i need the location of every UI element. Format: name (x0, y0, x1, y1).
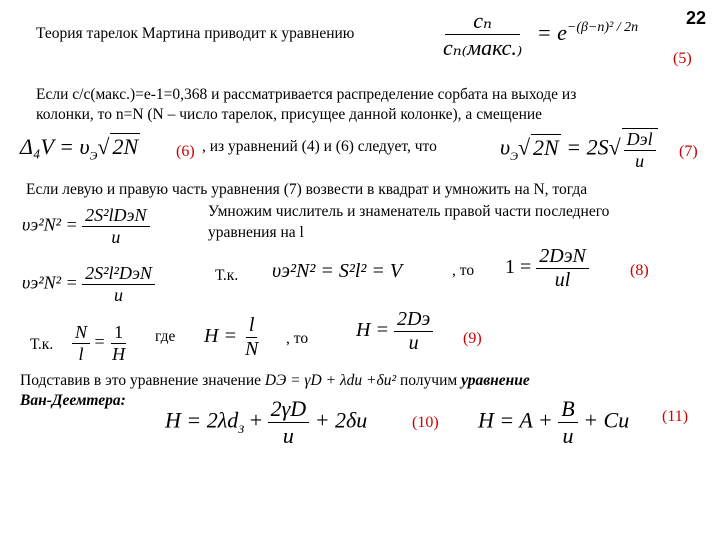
eqD-fraction-left (72, 322, 90, 365)
equation-9 (356, 308, 433, 355)
tk-text-1: Т.к. (215, 267, 239, 284)
eq7-radicand1: 2N (533, 134, 559, 160)
eqB-lhs: υэ²N² = (22, 272, 78, 293)
equation-a (22, 205, 150, 248)
eqE-fraction (242, 314, 261, 361)
eq10-numerator: 2γD (268, 396, 310, 423)
eqB-fraction (82, 263, 155, 306)
eq11-fraction (558, 396, 577, 449)
equation-8 (505, 245, 589, 292)
eqD-num1: N (72, 322, 90, 344)
eq5-exponent: −(β−n)² / 2n (566, 20, 639, 36)
eq8-denominator: ul (554, 269, 571, 291)
eq10-label: (10) (412, 414, 439, 431)
eq11-lhs: H = A + (478, 407, 553, 433)
eq7-fraction (624, 129, 656, 172)
eq7-label: (7) (679, 143, 698, 160)
equation-6: $\Delta_4V = \upsilon_Э√$ 2N (20, 134, 139, 163)
eqE-denominator: N (244, 338, 259, 360)
multiply-text-line1: Умножим числитель и знаменатель правой части последнего (208, 203, 610, 220)
eqD-den2: H (112, 344, 126, 364)
eq8-fraction (536, 245, 589, 292)
eq11-label: (11) (662, 408, 689, 425)
eqE-numerator: l (246, 314, 258, 338)
substitution-line1 (20, 372, 530, 390)
page-number: 22 (686, 8, 707, 28)
eq9-lhs: H = (356, 319, 389, 342)
eq9-denominator: u (408, 332, 419, 354)
eq6-followup-text: , из уравнений (4) и (6) следует, что (202, 138, 437, 155)
eq9-label: (9) (463, 330, 482, 347)
van-deemter-title: Ван-Деемтера: (20, 392, 126, 409)
eq11-numerator: B (558, 396, 577, 423)
eq10-sub: З (238, 421, 245, 436)
gde-text: где (155, 328, 176, 345)
equation-d (72, 322, 128, 365)
eq6-lhs: Δ₄V = υ (20, 134, 90, 159)
eq5-fraction (440, 8, 525, 61)
intro-text: Теория тарелок Мартина приводит к уравнению (36, 25, 355, 42)
eq6-sub: Э (89, 148, 98, 163)
eq5-rhs: = e (536, 19, 567, 45)
to-text-1: , то (452, 262, 475, 279)
eq11-tail: + Cu (583, 407, 630, 433)
eqD-num2: 1 (111, 322, 126, 344)
equation-10 (165, 396, 367, 449)
substitution-text-c: уравнение (461, 372, 530, 389)
eq9-numerator: 2Dэ (394, 308, 433, 332)
eqA-numerator: 2S²lDэN (82, 205, 149, 227)
eqD-equals: = (94, 331, 105, 352)
to-text-2: , то (286, 330, 309, 347)
eqA-lhs: υэ²N² = (22, 214, 78, 235)
eq8-numerator: 2DэN (536, 245, 589, 269)
eq5-numerator: cₙ (445, 8, 520, 35)
eq9-fraction (394, 308, 433, 355)
eq7-lhs: υ (500, 134, 511, 160)
eqD-fraction-right (109, 322, 128, 365)
eqB-numerator: 2S²l²DэN (82, 263, 155, 285)
eq6-label: (6) (176, 143, 195, 160)
substitution-formula: DЭ = γD + λdu +δu² (264, 372, 397, 389)
eq8-label: (8) (630, 262, 649, 279)
equation-7: $\upsilon_Э√$ 2N = 2S√ $\frac{\text{Dэl}}{u}$ (500, 128, 658, 172)
eqA-denominator: u (111, 227, 121, 247)
eq7-numerator: Dэl (624, 129, 656, 151)
equation-b (22, 263, 155, 306)
equation-5 (440, 8, 638, 61)
eq10-denominator: u (282, 423, 294, 448)
equation-c: υэ²N² = S²l² = V (272, 260, 403, 282)
eq7-mid: = 2S (566, 134, 609, 160)
eq10-lhs: H = 2λd (165, 407, 239, 433)
substitution-text-a: Подставив в это уравнение значение (20, 372, 265, 389)
eq7-sub: Э (510, 149, 518, 164)
eq6-radicand: 2N (112, 134, 139, 159)
eq10-plus: + (249, 407, 263, 433)
eq7-denominator: u (635, 151, 645, 171)
para1-line2: колонки, то n=N (N – число тарелок, присущее данной колонке), а смещение (36, 106, 543, 123)
multiply-text-line2: уравнения на l (208, 224, 304, 241)
square-text: Если левую и правую часть уравнения (7) возвести в квадрат и умножить на N, тогда (26, 181, 588, 198)
eq11-denominator: u (562, 423, 574, 448)
para1-line1: Если c/c(макс.)=e-1=0,368 и рассматривается распределение сорбата на выходе из (36, 86, 577, 103)
eqA-fraction (82, 205, 149, 248)
eqE-lhs: H = (204, 325, 237, 348)
eq8-lhs: 1 = (505, 256, 532, 279)
eq5-denominator: cₙ₍макс.₎ (443, 35, 523, 60)
eq5-label: (5) (673, 50, 692, 67)
eqD-den1: l (78, 344, 84, 364)
equation-11 (478, 396, 629, 449)
substitution-text-b: получим (396, 372, 462, 389)
eq10-fraction (268, 396, 310, 449)
equation-e (204, 314, 261, 361)
tk-text-2: Т.к. (30, 336, 54, 353)
eq10-tail: + 2δu (314, 407, 368, 433)
eqB-denominator: u (114, 285, 124, 305)
